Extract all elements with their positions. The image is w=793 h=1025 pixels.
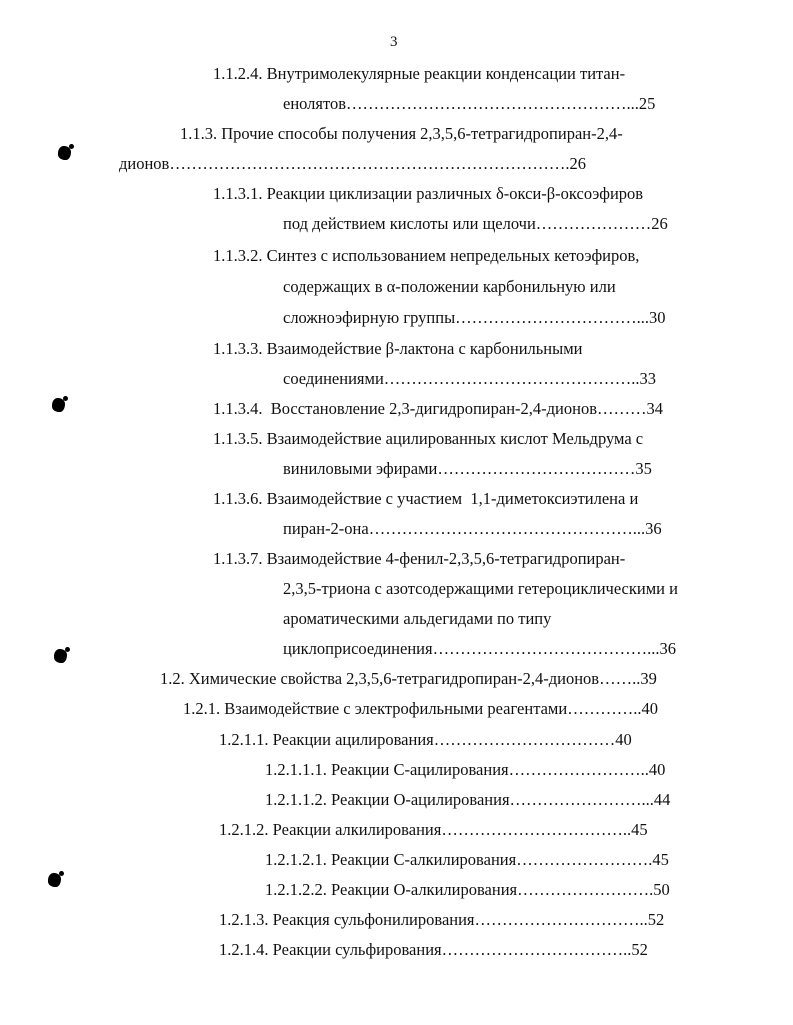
toc-line: 1.2.1.2.2. Реакции О-алкилирования…………………….50 <box>265 880 670 899</box>
toc-line: 1.1.3.1. Реакции циклизации различных δ-окси-β-оксоэфиров <box>213 184 644 203</box>
ink-blot <box>48 873 61 887</box>
toc-line: 1.1.3.3. Взаимодействие β-лактона с карбонильными <box>213 339 583 358</box>
ink-blot <box>58 146 71 160</box>
toc-line: 2,3,5-триона с азотсодержащими гетероциклическими и <box>283 579 678 598</box>
toc-line: 1.1.2.4. Внутримолекулярные реакции конденсации титан- <box>213 64 626 83</box>
toc-line: под действием кислоты или щелочи…………………26 <box>283 214 668 233</box>
toc-line: дионов……………………………………………………………….26 <box>119 154 586 173</box>
toc-line: 1.1.3.4. Восстановление 2,3-дигидропиран-2,4-дионов………34 <box>213 399 663 418</box>
toc-line: 1.1.3.5. Взаимодействие ацилированных кислот Мельдрума с <box>213 429 644 448</box>
toc-line: 1.2.1.1. Реакции ацилирования……………………………40 <box>219 730 632 749</box>
page-number: 3 <box>390 34 398 50</box>
toc-line: содержащих в α-положении карбонильную или <box>283 277 616 296</box>
toc-line: 1.1.3.2. Синтез с использованием непредельных кетоэфиров, <box>213 246 640 265</box>
toc-line: 1.2.1.2.1. Реакции С-алкилирования…………………….45 <box>265 850 669 869</box>
toc-line: 1.1.3.7. Взаимодействие 4-фенил-2,3,5,6-тетрагидропиран- <box>213 549 626 568</box>
toc-line: 1.2. Химические свойства 2,3,5,6-тетрагидропиран-2,4-дионов……..39 <box>160 669 657 688</box>
toc-line: 1.2.1.1.2. Реакции О-ацилирования……………………...44 <box>265 790 671 809</box>
toc-line: ароматическими альдегидами по типу <box>283 609 552 628</box>
toc-line: енолятов……………………………………………...25 <box>283 94 656 113</box>
ink-blot <box>52 398 65 412</box>
toc-line: 1.2.1.2. Реакции алкилирования……………………………..45 <box>219 820 648 839</box>
toc-line: 1.1.3. Прочие способы получения 2,3,5,6-тетрагидропиран-2,4- <box>180 124 623 143</box>
toc-line: 1.2.1. Взаимодействие с электрофильными реагентами…………..40 <box>183 699 658 718</box>
toc-line: сложноэфирную группы……………………………...30 <box>283 308 666 327</box>
toc-line: 1.2.1.1.1. Реакции С-ацилирования……………………..40 <box>265 760 666 779</box>
toc-line: соединениями………………………………………..33 <box>283 369 657 388</box>
toc-line: циклоприсоединения…………………………………...36 <box>283 639 676 658</box>
toc-line: 1.2.1.3. Реакция сульфонилирования…………………………..52 <box>219 910 665 929</box>
toc-line: пиран-2-она…………………………………………...36 <box>283 519 662 538</box>
ink-blot <box>54 649 67 663</box>
toc-line: 1.2.1.4. Реакции сульфирования……………………………..52 <box>219 940 648 959</box>
toc-line: виниловыми эфирами………………………………35 <box>283 459 652 478</box>
toc-line: 1.1.3.6. Взаимодействие с участием 1,1-диметоксиэтилена и <box>213 489 639 508</box>
